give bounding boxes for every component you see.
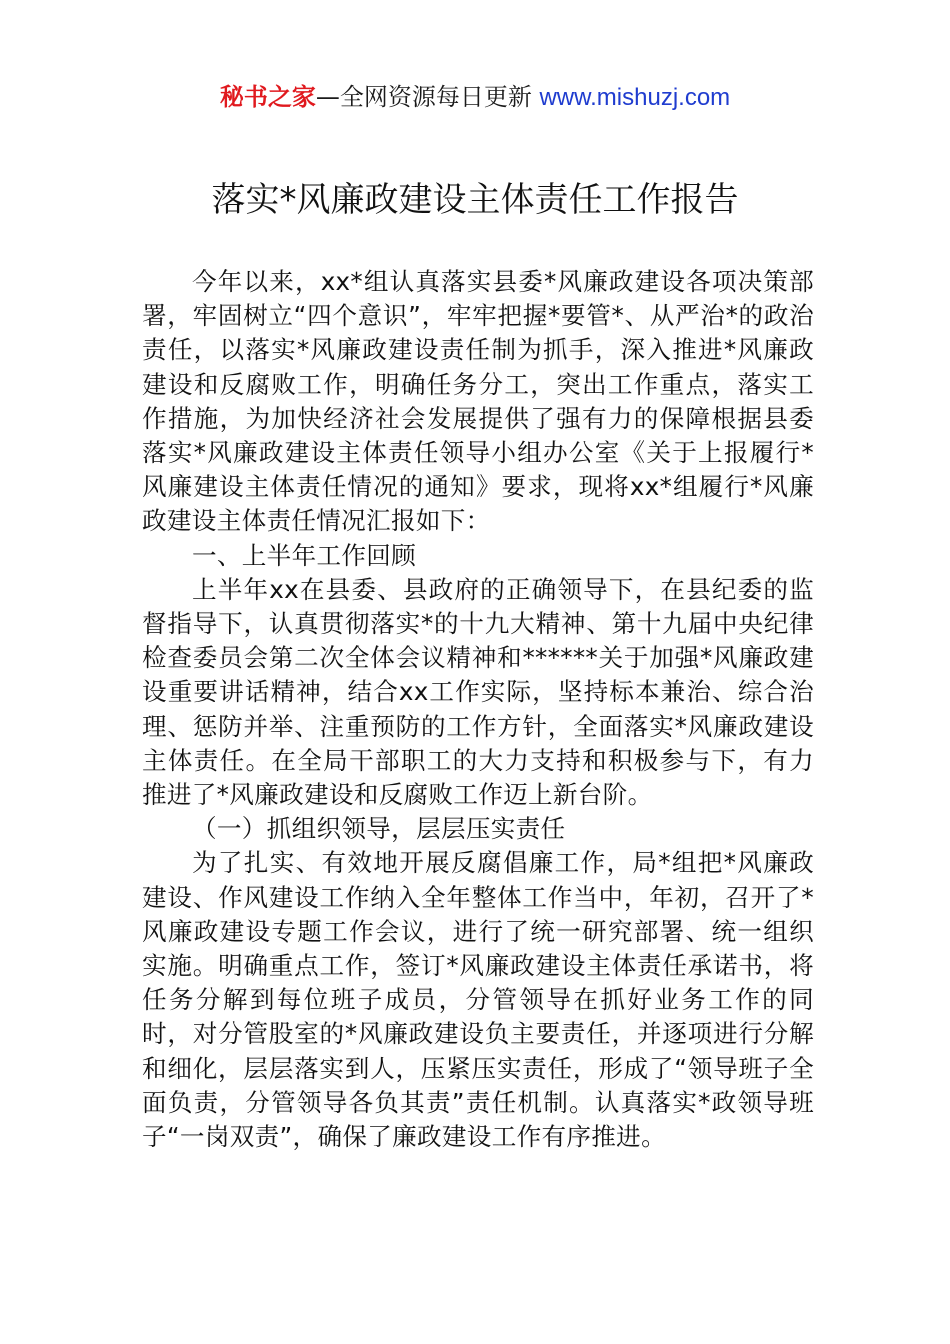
section-heading-review: 一、上半年工作回顾 [192, 540, 417, 570]
header-tagline: —全网资源每日更新 [315, 83, 540, 111]
document-title: 落实*风廉政建设主体责任工作报告 [211, 180, 739, 220]
intro-paragraph: 今年以来，xx*组认真落实县委*风廉政建设各项决策部署，牢固树立“四个意识”，牢牢把握*要管*、从严治*的政治责任，以落实*风廉政建设责任制为抓手，深入推进*风廉政建设和反腐败工作，明确任务分工，突出工作重点，落实工作措施，为加快经济社会发展提供了强有力的保障根据县委落实*风廉政建设主体责任领导小组办公室《关于上报履行*风廉建设主体责任情况的通知》要求，现将xx*组履行*风廉政建设主体责任情况汇报如下： [142, 267, 814, 536]
page-header [0, 80, 950, 115]
organization-paragraph: 为了扎实、有效地开展反腐倡廉工作，局*组把*风廉政建设、作风建设工作纳入全年整体工作当中，年初，召开了*风廉政建设专题工作会议，进行了统一研究部署、统一组织实施。明确重点工作，签订*风廉政建设主体责任承诺书，将任务分解到每位班子成员，分管领导在抓好业务工作的同时，对分管股室的*风廉政建设负主要责任，并逐项进行分解和细化，层层落实到人，压紧压实责任，形成了“领导班子全面负责，分管领导各负其责”责任机制。认真落实*政领导班子“一岗双责”，确保了廉政建设工作有序推进。 [142, 848, 814, 1152]
review-paragraph: 上半年xx在县委、县政府的正确领导下，在县纪委的监督指导下，认真贯彻落实*的十九大精神、第十九届中央纪律检查委员会第二次全体会议精神和******关于加强*风廉政建设重要讲话精神，结合xx工作实际，坚持标本兼治、综合治理、惩防并举、注重预防的工作方针，全面落实*风廉政建设主体责任。在全局干部职工的大力支持和积极参与下，有力推进了*风廉政建设和反腐败工作迈上新台阶。 [142, 574, 814, 810]
document-body [142, 265, 814, 1154]
site-url[interactable]: www.mishuzj.com [539, 84, 731, 111]
subsection-heading-organization: （一）抓组织领导，层层压实责任 [192, 814, 566, 844]
brand-name: 秘书之家 [219, 83, 316, 111]
